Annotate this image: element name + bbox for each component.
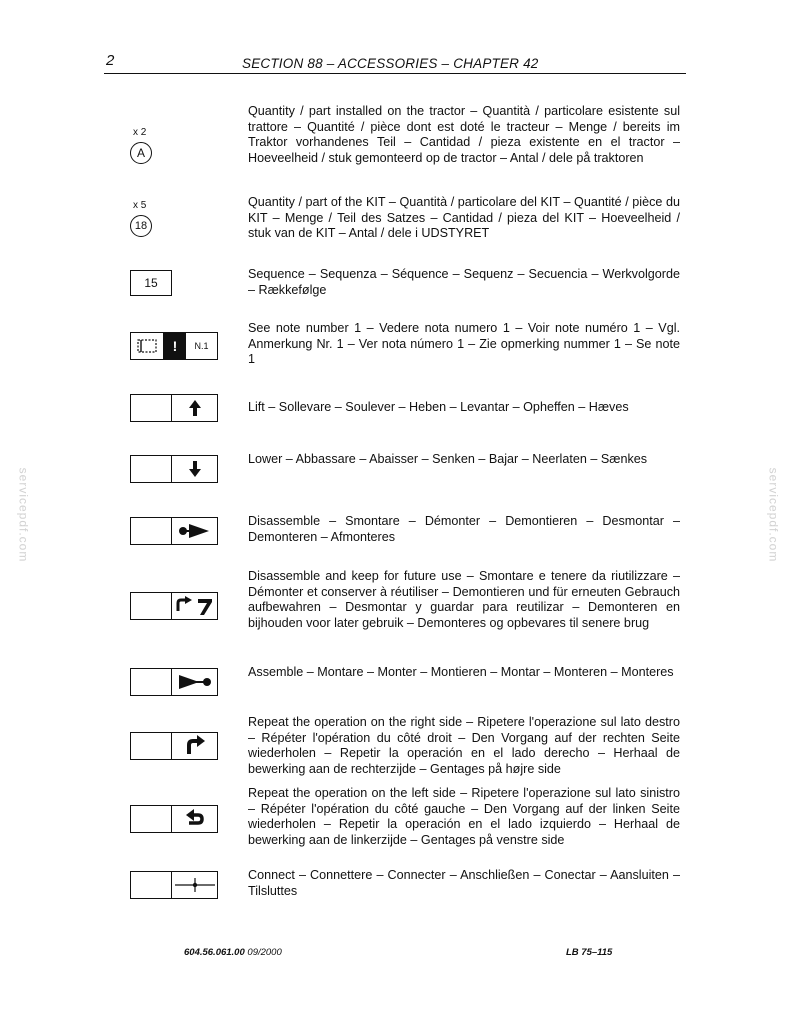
- footer-date: 09/2000: [247, 947, 282, 958]
- note-number-label: N.1: [194, 341, 209, 351]
- document-icon: [131, 333, 164, 359]
- multiplier-label: x 5: [133, 200, 147, 211]
- arrow-down-icon: [172, 456, 217, 482]
- header-rule: [104, 73, 686, 74]
- disassemble-keep-icon: [172, 593, 217, 619]
- kit-circle-symbol: 18: [130, 215, 152, 237]
- entry-text-see-note: See note number 1 – Vedere nota numero 1 – Voir note numéro 1 – Vgl. Anmerkung Nr. 1 – Ver nota número 1 – Zie opmerking nummer 1 – Se note 1: [248, 321, 680, 366]
- symbol-empty-cell: [131, 593, 172, 619]
- entry-text-repeat-left: Repeat the operation on the left side – Ripetere l'operazione sul lato sinistro – Répéter l'opération du côté gauche – Den Vorgang auf der linken Seite wiederholen – Repetir la operación en el lado izquierdo – Herhaal de bewerking aan de linkerzijde – Gentages på venstre side: [248, 786, 680, 847]
- entry-text-installed-part: Quantity / part installed on the tractor – Quantità / particolare esistente sul trattore – Quantité / pièce dont est doté le tracteur – Menge / bereits im Traktor vorhandenes Teil – Cantidad / pieza existente en el tractor – Hoeveelheid / stuk gemonteerd op de tractor – Antal / dele på traktoren: [248, 104, 680, 165]
- symbol-empty-cell: [131, 395, 172, 421]
- disassemble-icon: [172, 518, 217, 544]
- section-title: SECTION 88 – ACCESSORIES – CHAPTER 42: [242, 56, 539, 71]
- watermark-right: servicepdf.com: [766, 467, 781, 563]
- watermark-left: servicepdf.com: [16, 467, 31, 563]
- entry-text-sequence: Sequence – Sequenza – Séquence – Sequenz – Secuencia – Werkvolgorde – Rækkefølge: [248, 267, 680, 297]
- entry-text-connect: Connect – Connettere – Connecter – Anschließen – Conectar – Aansluiten – Tilsluttes: [248, 868, 680, 898]
- connect-icon: [172, 872, 217, 898]
- entry-text-disassemble-keep: Disassemble and keep for future use – Smontare e tenere da riutilizzare – Démonter et conserver à réutiliser – Demontieren und für erneuten Gebrauch aufbewahren – Desmontar y guardar para reutilizar – Demonteren en bijhouden voor later gebruik – Demonteres og opbevares til senere brug: [248, 569, 680, 630]
- symbol-empty-cell: [131, 733, 172, 759]
- symbol-empty-cell: [131, 456, 172, 482]
- repeat-right-symbol: [130, 732, 218, 760]
- symbol-empty-cell: [131, 518, 172, 544]
- part-circle-symbol: A: [130, 142, 152, 164]
- page-number: 2: [106, 52, 115, 69]
- connect-symbol: [130, 871, 218, 899]
- repeat-left-symbol: [130, 805, 218, 833]
- lift-symbol: [130, 394, 218, 422]
- assemble-icon: [172, 669, 217, 695]
- entry-text-repeat-right: Repeat the operation on the right side – Ripetere l'operazione sul lato destro – Répéter l'opération du côté droit – Den Vorgang auf der rechten Seite wiederholen – Repetir la operación en el lado derecho – Herhaal de bewerking aan de rechterzijde – Gentages på højre side: [248, 715, 680, 776]
- exclamation-icon: !: [164, 333, 186, 359]
- repeat-right-icon: [172, 733, 217, 759]
- sequence-box-symbol: 15: [130, 270, 172, 296]
- symbol-empty-cell: [131, 806, 172, 832]
- footer-code: 604.56.061.00: [184, 947, 245, 958]
- disassemble-symbol: [130, 517, 218, 545]
- symbol-empty-cell: [131, 669, 172, 695]
- lower-symbol: [130, 455, 218, 483]
- note-symbol: [130, 332, 218, 360]
- repeat-left-icon: [172, 806, 217, 832]
- entry-text-disassemble: Disassemble – Smontare – Démonter – Demontieren – Desmontar – Demonteren – Afmonteres: [248, 514, 680, 544]
- entry-text-lift: Lift – Sollevare – Soulever – Heben – Levantar – Opheffen – Hæves: [248, 400, 629, 414]
- entry-text-kit-part: Quantity / part of the KIT – Quantità / particolare del KIT – Quantité / pièce du KIT – Menge / Teil des Satzes – Cantidad / pieza del KIT – Hoeveelheid / stuk van de KIT – Antal / dele i UDSTYRET: [248, 195, 680, 240]
- assemble-symbol: [130, 668, 218, 696]
- entry-text-lower: Lower – Abbassare – Abaisser – Senken – Bajar – Neerlaten – Sænkes: [248, 452, 648, 466]
- multiplier-label: x 2: [133, 127, 147, 138]
- symbol-empty-cell: [131, 872, 172, 898]
- footer-document-code: [184, 947, 282, 958]
- disassemble-keep-symbol: [130, 592, 218, 620]
- entry-text-assemble: Assemble – Montare – Monter – Montieren – Montar – Monteren – Monteres: [248, 665, 674, 679]
- arrow-up-icon: [172, 395, 217, 421]
- footer-model: LB 75–115: [566, 947, 613, 958]
